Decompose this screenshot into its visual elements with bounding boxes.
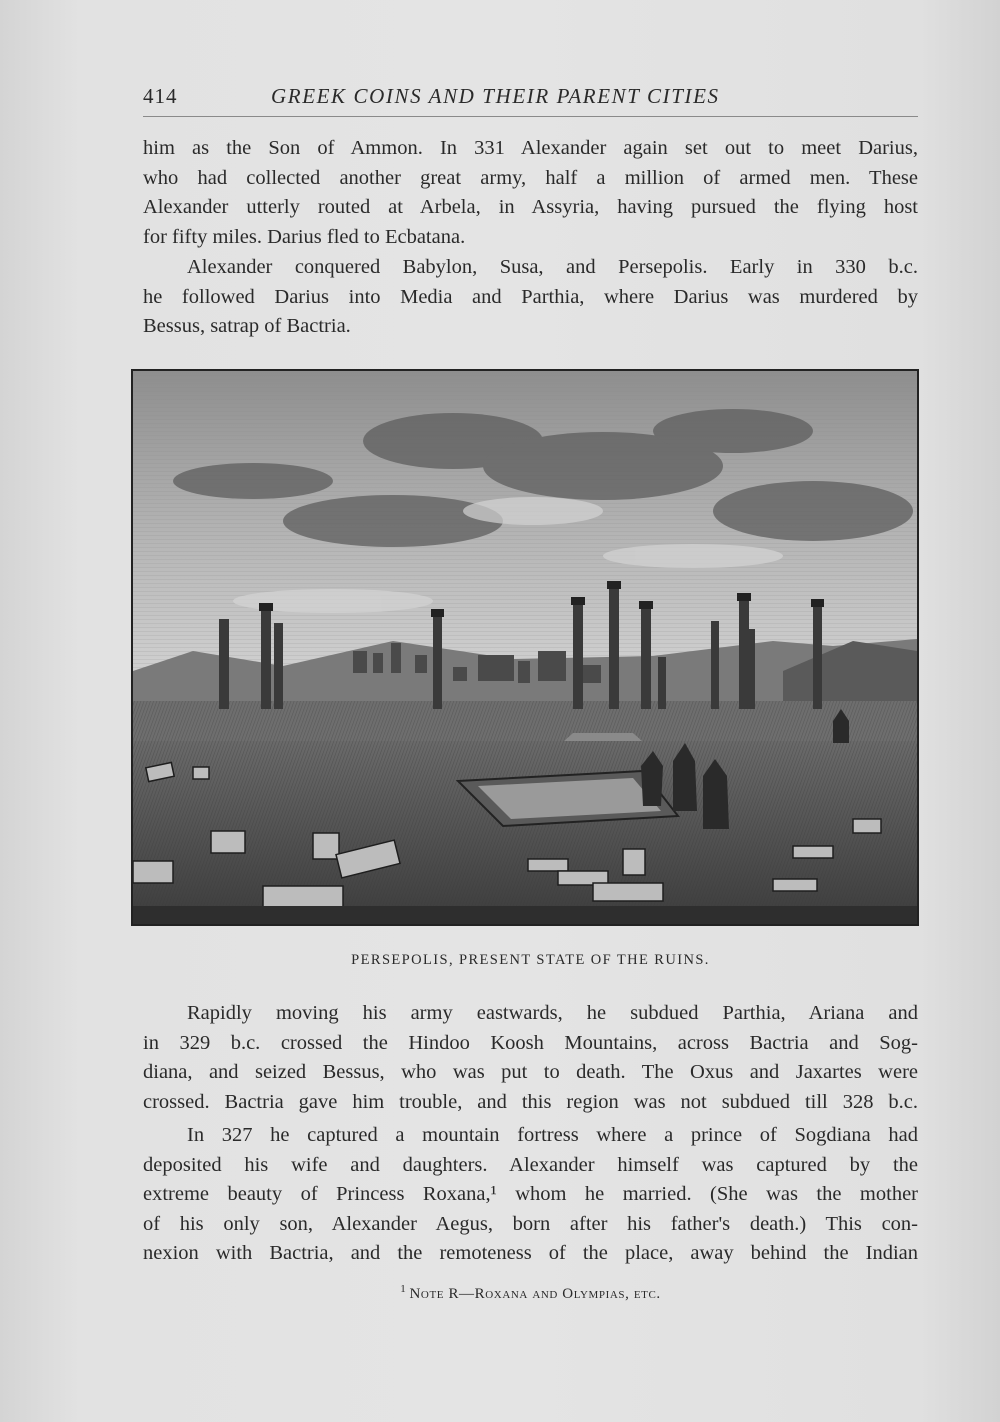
text-line: Alexander conquered Babylon, Susa, and Persepolis. Early in 330 b.c. (187, 256, 918, 278)
text-line: he followed Darius into Media and Parthia, where Darius was murdered by (143, 285, 918, 308)
text-line: Rapidly moving his army eastwards, he subdued Parthia, Ariana and (187, 1002, 918, 1024)
footnote (143, 1283, 918, 1303)
text-line: Alexander utterly routed at Arbela, in Assyria, having pursued the flying host (143, 196, 918, 218)
paragraph-3 (143, 999, 918, 1117)
text-line: him as the Son of Ammon. In 331 Alexander again set out to meet Darius, (143, 137, 918, 159)
text-line: crossed. Bactria gave him trouble, and this region was not subdued till 328 b.c. (143, 1090, 918, 1113)
paragraph-4 (143, 1121, 918, 1269)
text-line: Bessus, satrap of Bactria. (143, 315, 351, 337)
running-title: GREEK COINS AND THEIR PARENT CITIES (271, 84, 720, 108)
text-line: In 327 he captured a mountain fortress where a prince of Sogdiana had (187, 1124, 918, 1146)
text-line: diana, and seized Bessus, who was put to death. The Oxus and Jaxartes were (143, 1061, 918, 1083)
text-line: of his only son, Alexander Aegus, born after his father's death.) This con- (143, 1212, 918, 1235)
text-line: nexion with Bactria, and the remoteness of the place, away behind the Indian (143, 1242, 918, 1264)
text-line: in 329 b.c. crossed the Hindoo Koosh Mountains, across Bactria and Sog- (143, 1031, 918, 1054)
paragraph-2 (143, 253, 918, 342)
footnote-text: Note R—Roxana and Olympias, etc. (409, 1286, 661, 1302)
page-header (143, 84, 918, 117)
paragraph-1 (143, 134, 918, 252)
footnote-marker: 1 (400, 1283, 406, 1295)
text-line: deposited his wife and daughters. Alexander himself was captured by the (143, 1153, 918, 1176)
page-number: 414 (143, 84, 178, 108)
text-line: for fifty miles. Darius fled to Ecbatana. (143, 225, 466, 248)
text-line: extreme beauty of Princess Roxana,¹ whom he married. (She was the mother (143, 1183, 918, 1205)
figure-caption: PERSEPOLIS, PRESENT STATE OF THE RUINS. (351, 952, 710, 968)
engraving-persepolis-ruins (131, 369, 919, 926)
text-line: who had collected another great army, half a million of armed men. These (143, 166, 918, 189)
